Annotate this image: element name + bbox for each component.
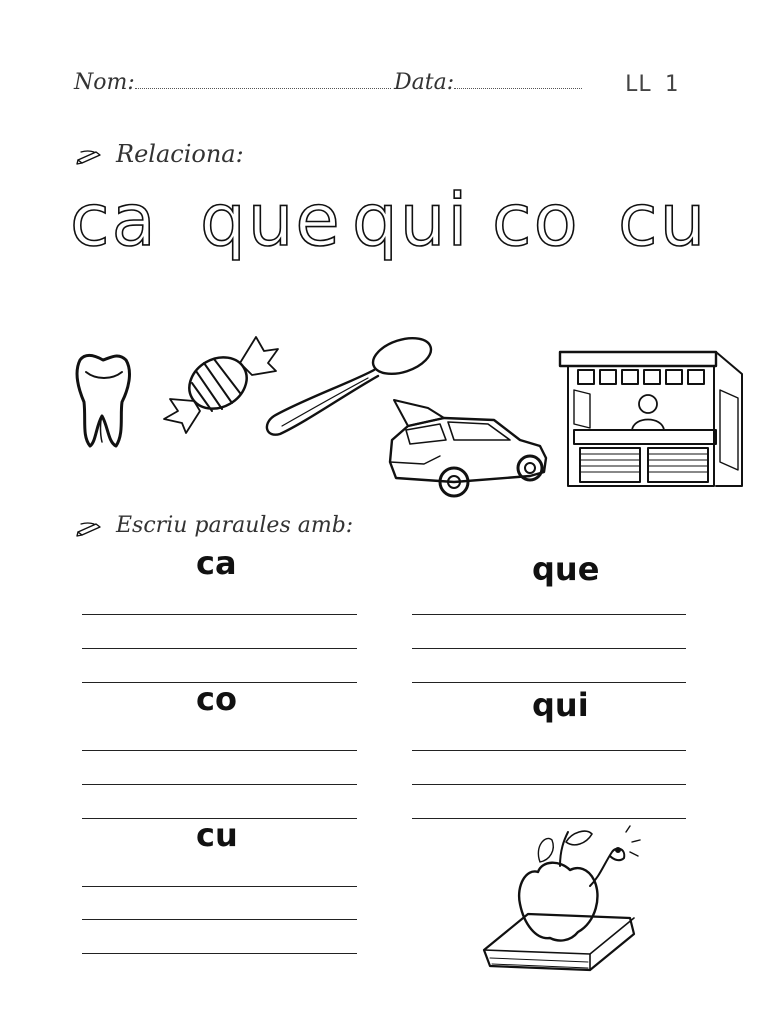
- exercise1-instruction: Relaciona:: [116, 140, 244, 168]
- exercise2-instruction: Escriu paraules amb:: [116, 513, 354, 538]
- syllable-qui: qui: [352, 178, 470, 262]
- writing-line[interactable]: [82, 750, 357, 751]
- name-dotted-line[interactable]: [135, 88, 391, 89]
- tooth-icon: [72, 350, 134, 450]
- date-field[interactable]: [394, 70, 594, 95]
- writing-line[interactable]: [82, 784, 357, 785]
- group-label-cu: cu: [196, 816, 238, 854]
- worksheet-code: LL 1: [625, 72, 678, 97]
- writing-line[interactable]: [82, 919, 357, 920]
- car-icon: [384, 396, 550, 498]
- writing-line[interactable]: [82, 953, 357, 954]
- syllable-co: co: [492, 178, 580, 262]
- pencil-icon: [76, 148, 102, 164]
- writing-line[interactable]: [82, 818, 357, 819]
- writing-line[interactable]: [412, 784, 686, 785]
- writing-line[interactable]: [412, 682, 686, 683]
- name-field[interactable]: [74, 70, 394, 95]
- writing-line[interactable]: [82, 886, 357, 887]
- apple-on-book-icon: [480, 826, 640, 976]
- syllable-ca: ca: [70, 178, 158, 262]
- group-label-ca: ca: [196, 544, 237, 582]
- writing-line[interactable]: [82, 682, 357, 683]
- writing-line[interactable]: [412, 818, 686, 819]
- writing-line[interactable]: [412, 750, 686, 751]
- kiosk-icon: [556, 350, 746, 488]
- name-label: Nom:: [74, 70, 135, 95]
- syllable-cu: cu: [618, 178, 708, 262]
- writing-line[interactable]: [412, 614, 686, 615]
- pencil-icon: [76, 520, 102, 536]
- date-label: Data:: [394, 70, 455, 95]
- writing-line[interactable]: [82, 614, 357, 615]
- group-label-co: co: [196, 680, 237, 718]
- syllable-que: que: [200, 178, 342, 262]
- group-label-qui: qui: [532, 686, 589, 724]
- writing-line[interactable]: [412, 648, 686, 649]
- group-label-que: que: [532, 550, 600, 588]
- writing-line[interactable]: [82, 648, 357, 649]
- date-dotted-line[interactable]: [454, 88, 582, 89]
